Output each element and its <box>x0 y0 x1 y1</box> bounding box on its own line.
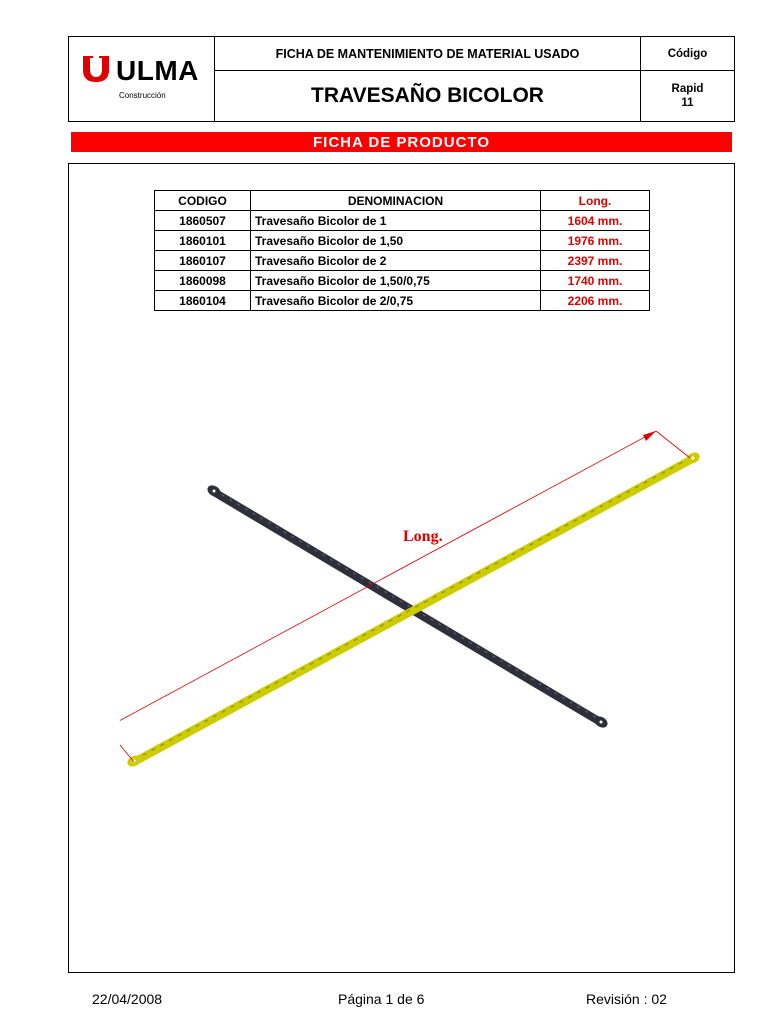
product-drawing <box>120 420 710 780</box>
product-table <box>154 190 650 311</box>
table-row <box>155 271 650 291</box>
table-header-row <box>155 191 650 211</box>
cell-long: 2206 mm. <box>541 291 650 311</box>
table-row <box>155 291 650 311</box>
table-row <box>155 211 650 231</box>
cell-codigo: 1860107 <box>155 251 251 271</box>
cell-codigo: 1860507 <box>155 211 251 231</box>
cell-denominacion: Travesaño Bicolor de 1,50 <box>251 231 541 251</box>
cell-denominacion: Travesaño Bicolor de 2 <box>251 251 541 271</box>
codigo-value-line2: 11 <box>681 97 694 109</box>
cell-codigo: 1860098 <box>155 271 251 291</box>
document-header <box>68 36 735 122</box>
product-name: TRAVESAÑO BICOLOR <box>215 71 641 121</box>
cell-denominacion: Travesaño Bicolor de 2/0,75 <box>251 291 541 311</box>
logo-wordmark: ULMA <box>116 55 199 86</box>
cell-long: 1740 mm. <box>541 271 650 291</box>
header-denominacion: DENOMINACION <box>251 191 541 211</box>
footer-page-number: Página 1 de 6 <box>338 991 425 1007</box>
cell-codigo: 1860104 <box>155 291 251 311</box>
header-codigo: CODIGO <box>155 191 251 211</box>
footer-revision: Revisión : 02 <box>586 991 667 1007</box>
logo-block <box>69 37 215 121</box>
codigo-label: Código <box>641 37 734 71</box>
doc-title: FICHA DE MANTENIMIENTO DE MATERIAL USADO <box>215 37 641 71</box>
table-row <box>155 231 650 251</box>
cell-long: 1976 mm. <box>541 231 650 251</box>
table-row <box>155 251 650 271</box>
cell-codigo: 1860101 <box>155 231 251 251</box>
header-long: Long. <box>541 191 650 211</box>
logo-subtext: Construcción <box>119 91 166 100</box>
codigo-value-line1: Rapid <box>671 83 704 95</box>
cell-denominacion: Travesaño Bicolor de 1,50/0,75 <box>251 271 541 291</box>
yellow-bar <box>125 450 701 769</box>
cell-long: 1604 mm. <box>541 211 650 231</box>
dimension-line <box>120 431 690 762</box>
dimension-label: Long. <box>403 528 443 545</box>
cell-denominacion: Travesaño Bicolor de 1 <box>251 211 541 231</box>
ulma-logo-icon <box>81 54 111 84</box>
section-title-banner: FICHA DE PRODUCTO <box>71 132 732 152</box>
cell-long: 2397 mm. <box>541 251 650 271</box>
codigo-value <box>641 71 734 121</box>
footer-date: 22/04/2008 <box>92 991 163 1007</box>
